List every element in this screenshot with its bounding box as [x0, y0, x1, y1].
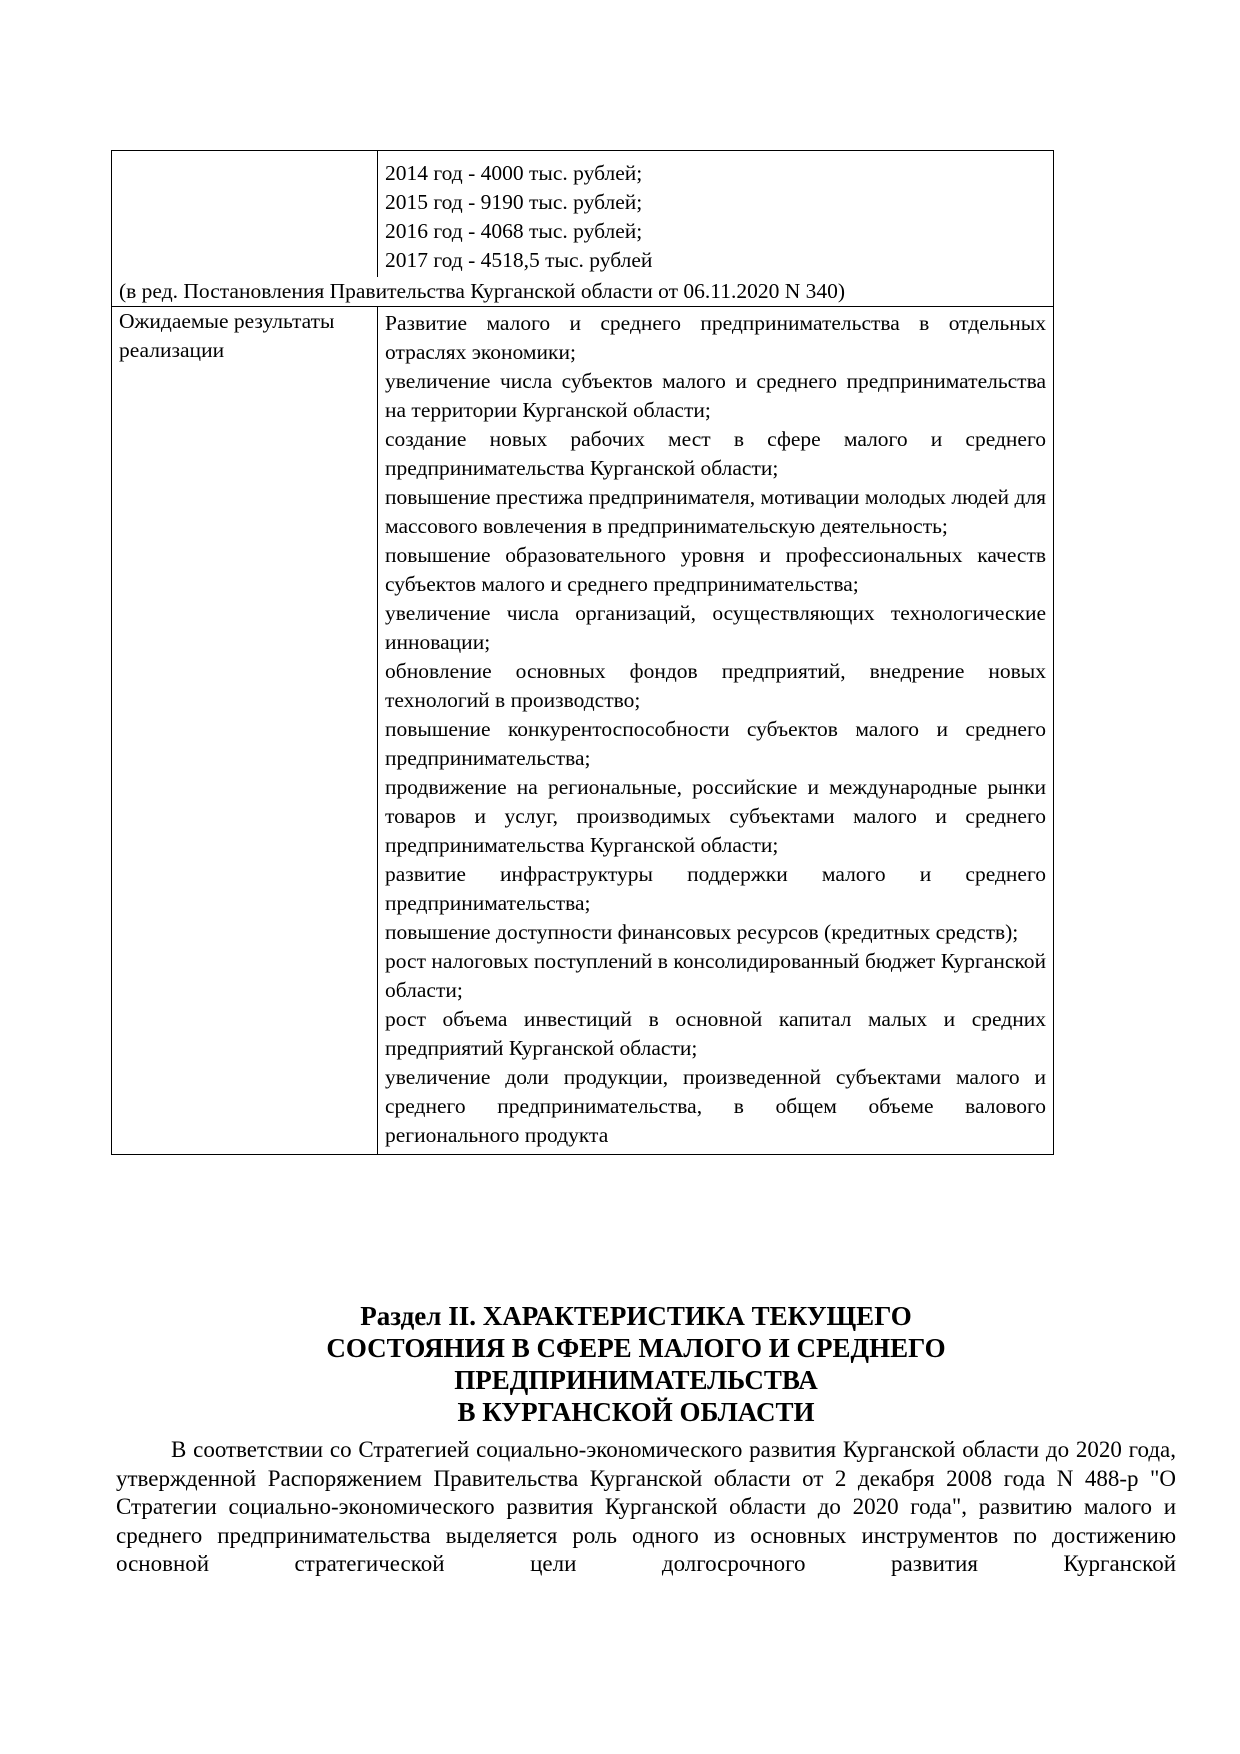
- result-item: увеличение числа организаций, осуществляющих технологические инновации;: [385, 601, 1046, 654]
- section-heading: [111, 1300, 1161, 1428]
- financing-line-2014: 2014 год - 4000 тыс. рублей;: [385, 161, 643, 185]
- results-row: [112, 307, 1054, 1155]
- financing-value-cell: [378, 151, 1054, 278]
- result-item: повышение престижа предпринимателя, мотивации молодых людей для массового вовлечения в предпринимательскую деятельность;: [385, 485, 1046, 538]
- financing-line-2016: 2016 год - 4068 тыс. рублей;: [385, 219, 643, 243]
- result-item: повышение доступности финансовых ресурсов (кредитных средств);: [385, 920, 1019, 944]
- result-item: развитие инфраструктуры поддержки малого и среднего предпринимательства;: [385, 862, 1046, 915]
- section-heading-line: ПРЕДПРИНИМАТЕЛЬСТВА: [454, 1365, 818, 1396]
- result-item: рост объема инвестиций в основной капитал малых и средних предприятий Курганской области;: [385, 1007, 1046, 1060]
- financing-label-cell: [112, 151, 378, 278]
- section-heading-line: В КУРГАНСКОЙ ОБЛАСТИ: [457, 1397, 815, 1428]
- amendment-row: [112, 277, 1054, 307]
- section-heading-line: Раздел II. ХАРАКТЕРИСТИКА ТЕКУЩЕГО: [360, 1301, 912, 1332]
- financing-line-2015: 2015 год - 9190 тыс. рублей;: [385, 190, 643, 214]
- result-item: повышение образовательного уровня и профессиональных качеств субъектов малого и среднего предпринимательства;: [385, 543, 1046, 596]
- section-paragraph: В соответствии со Стратегией социально-экономического развития Курганской области до 2020 года, утвержденной Распоряжением Правительства Курганской области от 2 декабря 2008 года N 488-р "О Стратегии социально-экономического развития Курганской области до 2020 года", развитию малого и среднего предпринимательства выделяется роль одного из основных инструментов по достижению основной стратегической цели долгосрочного развития Курганской: [116, 1437, 1176, 1576]
- result-item: обновление основных фондов предприятий, внедрение новых технологий в производство;: [385, 659, 1046, 712]
- program-passport-table: [111, 150, 1054, 1155]
- result-item: создание новых рабочих мест в сфере малого и среднего предпринимательства Курганской области;: [385, 427, 1046, 480]
- result-item: продвижение на региональные, российские и международные рынки товаров и услуг, производимых субъектами малого и среднего предпринимательства Курганской области;: [385, 775, 1046, 857]
- section-heading-line: СОСТОЯНИЯ В СФЕРЕ МАЛОГО И СРЕДНЕГО: [326, 1333, 946, 1364]
- result-item: увеличение числа субъектов малого и среднего предпринимательства на территории Курганской области;: [385, 369, 1046, 422]
- result-item: Развитие малого и среднего предпринимательства в отдельных отраслях экономики;: [385, 311, 1046, 364]
- financing-line-2017: 2017 год - 4518,5 тыс. рублей: [385, 248, 653, 272]
- results-value-cell: [378, 307, 1054, 1155]
- financing-row: [112, 151, 1054, 278]
- amendment-note: (в ред. Постановления Правительства Курганской области от 06.11.2020 N 340): [112, 277, 1054, 307]
- result-item: рост налоговых поступлений в консолидированный бюджет Курганской области;: [385, 949, 1046, 1002]
- result-item: увеличение доли продукции, произведенной субъектами малого и среднего предпринимательства, в общем объеме валового регионального продукта: [385, 1065, 1046, 1147]
- results-label: Ожидаемые результаты реализации: [112, 307, 378, 1155]
- result-item: повышение конкурентоспособности субъектов малого и среднего предпринимательства;: [385, 717, 1046, 770]
